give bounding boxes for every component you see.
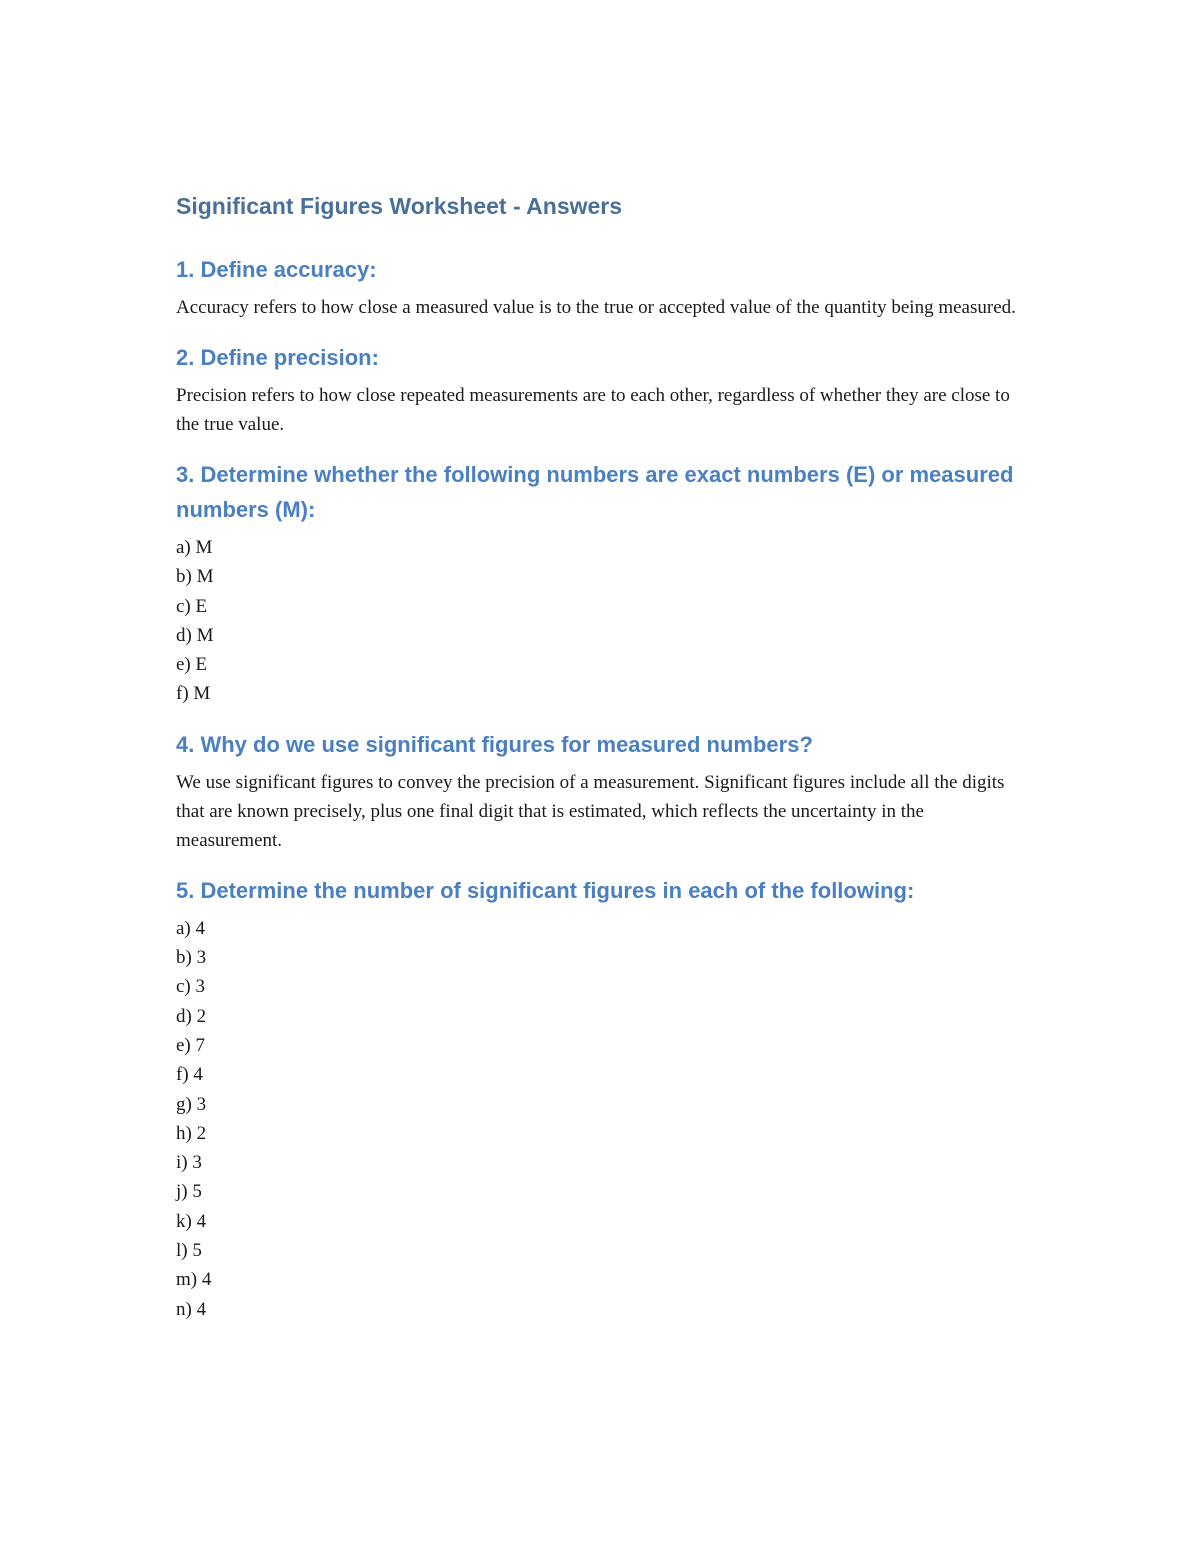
section-answer-text: Precision refers to how close repeated measurements are to each other, regardless of whether they are close to the true value. (176, 385, 1010, 435)
section-1 (176, 252, 1016, 322)
answer-list (176, 914, 1016, 1324)
list-item: f) 4 (176, 1064, 203, 1086)
list-item: b) 3 (176, 947, 207, 969)
list-item: k) 4 (176, 1210, 207, 1232)
list-item: h) 2 (176, 1122, 207, 1144)
answer-list (176, 533, 1016, 709)
section-5 (176, 873, 1016, 1324)
section-heading: 3. Determine whether the following numbers are exact numbers (E) or measured numbers (M): (176, 462, 1014, 522)
list-item: m) 4 (176, 1269, 212, 1291)
document-title: Significant Figures Worksheet - Answers (176, 193, 623, 219)
section-3 (176, 457, 1016, 709)
document-content (176, 190, 1016, 1342)
section-4 (176, 727, 1016, 855)
list-item: l) 5 (176, 1240, 202, 1262)
list-item: c) 3 (176, 976, 206, 998)
list-item: j) 5 (176, 1181, 202, 1203)
list-item: g) 3 (176, 1093, 207, 1115)
list-item: e) E (176, 654, 208, 676)
section-answer-text: We use significant figures to convey the precision of a measurement. Significant figures include all the digits that are known precisely, plus one final digit that is estimated, which reflects the uncertainty in the measurement. (176, 771, 1005, 851)
list-item: i) 3 (176, 1152, 202, 1174)
list-item: c) E (176, 595, 208, 617)
list-item: n) 4 (176, 1298, 207, 1320)
list-item: a) 4 (176, 917, 206, 939)
list-item: f) M (176, 683, 211, 705)
list-item: d) M (176, 624, 214, 646)
list-item: b) M (176, 566, 214, 588)
section-answer-text: Accuracy refers to how close a measured value is to the true or accepted value of the quantity being measured. (176, 297, 1016, 318)
section-heading: 4. Why do we use significant figures for measured numbers? (176, 731, 813, 757)
list-item: d) 2 (176, 1005, 207, 1027)
section-heading: 1. Define accuracy: (176, 257, 377, 282)
section-2 (176, 340, 1016, 439)
section-heading: 5. Determine the number of significant figures in each of the following: (176, 877, 915, 903)
list-item: e) 7 (176, 1034, 206, 1056)
list-item: a) M (176, 537, 213, 558)
section-heading: 2. Define precision: (176, 345, 379, 370)
